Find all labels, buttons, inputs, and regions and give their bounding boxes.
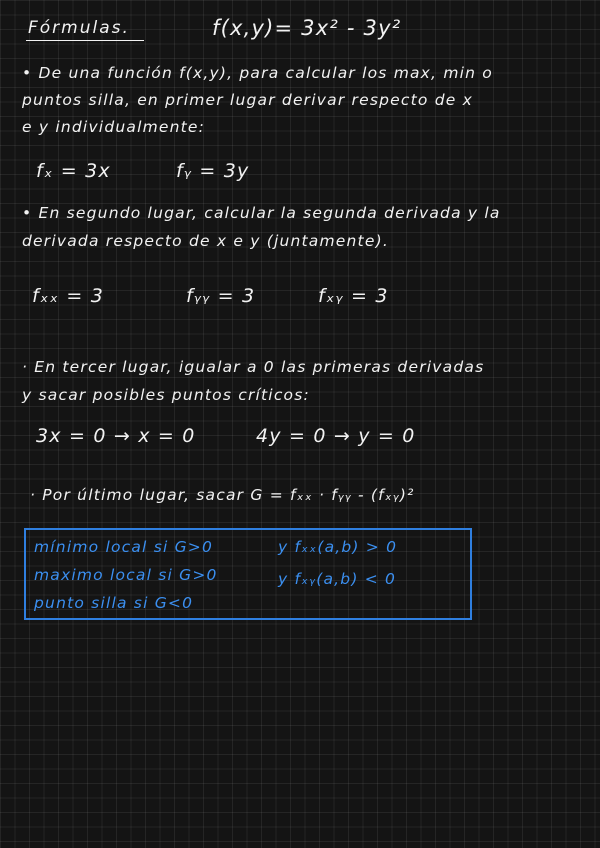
step3-line1: · En tercer lugar, igualar a 0 las primeras derivadas xyxy=(22,358,485,376)
step1-line2: puntos silla, en primer lugar derivar respecto de x xyxy=(22,91,473,109)
step3-line2: y sacar posibles puntos críticos: xyxy=(22,386,310,404)
step4-line1: · Por último lugar, sacar G = fₓₓ · fᵧᵧ - (fₓᵧ)² xyxy=(30,486,415,504)
box-row-minimum: mínimo local si G>0 xyxy=(34,538,214,556)
step2-line2: derivada respecto de x e y (juntamente). xyxy=(22,232,389,250)
box-condition-fxx: y fₓₓ(a,b) > 0 xyxy=(278,538,398,556)
step1-line3: e y individualmente: xyxy=(22,118,206,136)
fx-formula: fₓ = 3x xyxy=(36,160,111,182)
step1-line1: • De una función f(x,y), para calcular los max, min o xyxy=(22,64,493,82)
function-definition: f(x,y)= 3x² - 3y² xyxy=(212,16,402,40)
critical-x: 3x = 0 → x = 0 xyxy=(36,425,196,447)
fxy-formula: fₓᵧ = 3 xyxy=(318,285,389,307)
fy-formula: fᵧ = 3y xyxy=(176,160,250,182)
box-row-maximum: maximo local si G>0 xyxy=(34,566,218,584)
step2-line1: • En segundo lugar, calcular la segunda derivada y la xyxy=(22,204,501,222)
notes-title: Fórmulas. xyxy=(28,18,130,38)
critical-y: 4y = 0 → y = 0 xyxy=(256,425,416,447)
box-row-saddle: punto silla si G<0 xyxy=(34,594,194,612)
fyy-formula: fᵧᵧ = 3 xyxy=(186,285,256,307)
fxx-formula: fₓₓ = 3 xyxy=(32,285,105,307)
title-underline xyxy=(26,40,144,41)
box-condition-fxy: y fₓᵧ(a,b) < 0 xyxy=(278,570,397,588)
